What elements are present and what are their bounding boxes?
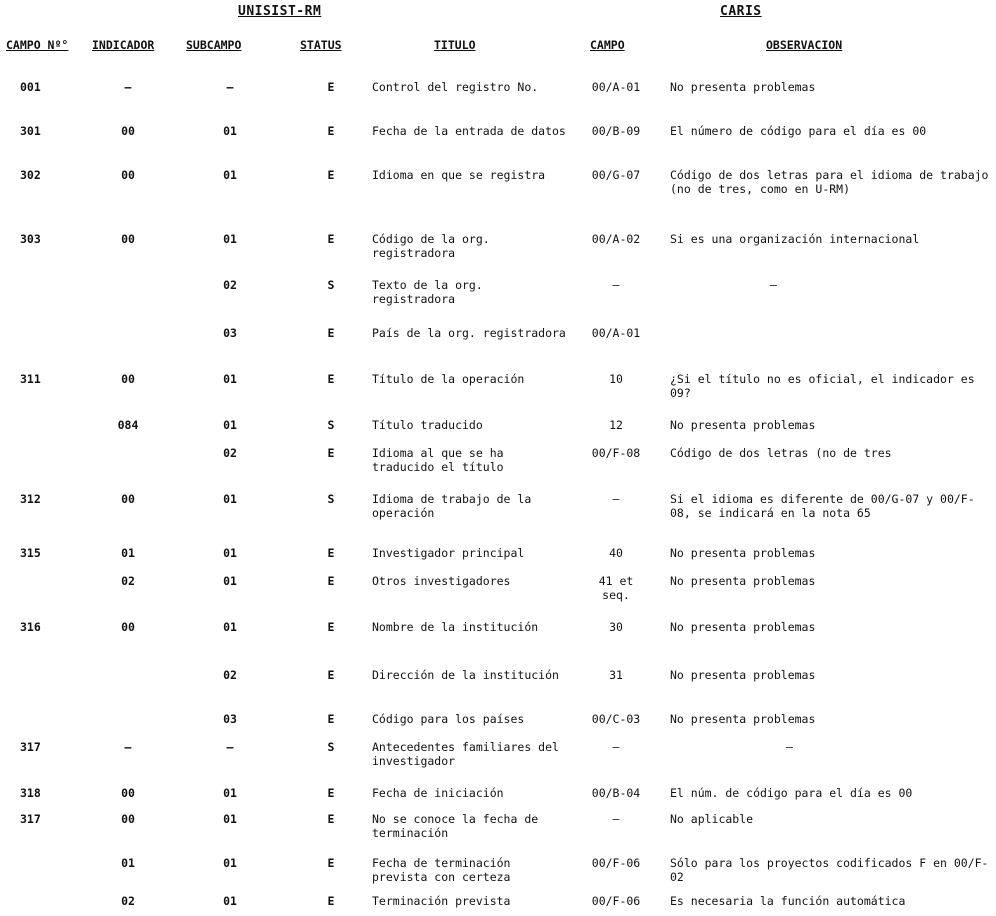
cell-observacion: No presenta problemas (670, 418, 816, 432)
header-campo-caris: CAMPO (590, 38, 625, 52)
cell-observacion: No presenta problemas (670, 712, 816, 726)
cell-observacion: No presenta problemas (670, 80, 816, 94)
cell-subcampo: 01 (223, 786, 237, 800)
cell-observacion: El núm. de código para el día es 00 (670, 786, 913, 800)
cell-status: S (327, 278, 335, 292)
cell-indicador: 01 (121, 546, 135, 560)
cell-status: E (327, 80, 335, 94)
cell-subcampo: 01 (223, 232, 237, 246)
cell-titulo: Texto de la org. registradora (372, 278, 483, 306)
cell-status: E (327, 786, 335, 800)
cell-campo-caris: 10 (609, 372, 623, 386)
cell-subcampo: 01 (223, 856, 237, 870)
cell-subcampo: 01 (223, 124, 237, 138)
cell-campo: 001 (20, 80, 41, 94)
cell-status: E (327, 232, 335, 246)
cell-observacion: No presenta problemas (670, 574, 816, 588)
cell-campo: 311 (20, 372, 41, 386)
cell-campo-caris: 40 (609, 546, 623, 560)
cell-status: E (327, 894, 335, 908)
cell-observacion: No aplicable (670, 812, 754, 826)
cell-observacion: Código de dos letras para el idioma de trabajo (no de tres, como en U-RM) (670, 168, 989, 196)
cell-titulo: Fecha de iniciación (372, 786, 504, 800)
cell-status: E (327, 668, 335, 682)
cell-indicador: 00 (121, 168, 135, 182)
cell-campo-caris: 00/G-07 (591, 168, 641, 182)
cell-subcampo: 01 (223, 812, 237, 826)
header-titulo: TITULO (434, 38, 476, 52)
cell-campo: 303 (20, 232, 41, 246)
cell-titulo: Idioma al que se ha traducido el título (372, 446, 504, 474)
cell-subcampo: 01 (223, 546, 237, 560)
cell-observacion: Código de dos letras (no de tres (670, 446, 892, 460)
cell-campo: 302 (20, 168, 41, 182)
cell-indicador: 01 (121, 856, 135, 870)
cell-titulo: Idioma de trabajo de la operación (372, 492, 532, 520)
cell-subcampo: 01 (223, 168, 237, 182)
header-status: STATUS (300, 38, 342, 52)
cell-campo-caris: 00/F-06 (591, 894, 641, 908)
header-subcampo: SUBCAMPO (186, 38, 242, 52)
header-observacion: OBSERVACION (766, 38, 843, 52)
cell-indicador: — (124, 740, 132, 754)
cell-indicador: 02 (121, 574, 135, 588)
cell-indicador: 00 (121, 232, 135, 246)
cell-status: E (327, 168, 335, 182)
cell-status: S (327, 740, 335, 754)
cell-observacion: No presenta problemas (670, 668, 816, 682)
cell-campo: 312 (20, 492, 41, 506)
cell-status: E (327, 326, 335, 340)
cell-subcampo: 03 (223, 326, 237, 340)
cell-campo-caris: 00/B-09 (591, 124, 641, 138)
cell-status: E (327, 712, 335, 726)
header-indicador: INDICADOR (92, 38, 155, 52)
cell-titulo: Título traducido (372, 418, 483, 432)
cell-campo-caris: 31 (609, 668, 623, 682)
cell-indicador: 00 (121, 492, 135, 506)
cell-status: E (327, 856, 335, 870)
cell-campo: 318 (20, 786, 41, 800)
cell-observacion: Si el idioma es diferente de 00/G-07 y 00/F-08, se indicará en la nota 65 (670, 492, 975, 520)
cell-campo-caris: 00/F-06 (591, 856, 641, 870)
cell-status: E (327, 546, 335, 560)
cell-observacion: Sólo para los proyectos codificados F en 00/F-02 (670, 856, 989, 884)
cell-subcampo: 01 (223, 492, 237, 506)
cell-indicador: 02 (121, 894, 135, 908)
cell-indicador: 084 (117, 418, 139, 432)
cell-observacion: Es necesaria la función automática (670, 894, 906, 908)
cell-subcampo: 02 (223, 446, 237, 460)
cell-campo: 315 (20, 546, 41, 560)
cell-campo: 301 (20, 124, 41, 138)
cell-observacion: — (786, 740, 793, 754)
cell-observacion: Si es una organización internacional (670, 232, 920, 246)
cell-subcampo: — (226, 80, 234, 94)
cell-titulo: Código para los países (372, 712, 525, 726)
cell-campo-caris: — (612, 812, 620, 826)
header-campo: CAMPO Nº° (6, 38, 69, 52)
cell-indicador: 00 (121, 620, 135, 634)
cell-titulo: No se conoce la fecha de terminación (372, 812, 539, 840)
group-title-unisist: UNISIST-RM (238, 4, 322, 19)
cell-titulo: Nombre de la institución (372, 620, 539, 634)
cell-titulo: Otros investigadores (372, 574, 511, 588)
cell-campo-caris: 00/A-02 (591, 232, 641, 246)
cell-indicador: 00 (121, 786, 135, 800)
cell-observacion: No presenta problemas (670, 620, 816, 634)
cell-campo-caris: 12 (609, 418, 623, 432)
cell-observacion: No presenta problemas (670, 546, 816, 560)
cell-observacion: El número de código para el día es 00 (670, 124, 927, 138)
cell-status: E (327, 812, 335, 826)
cell-subcampo: 02 (223, 668, 237, 682)
cell-subcampo: 01 (223, 894, 237, 908)
cell-titulo: Terminación prevista (372, 894, 511, 908)
cell-subcampo: 03 (223, 712, 237, 726)
cell-campo-caris: 00/C-03 (591, 712, 641, 726)
cell-observacion: — (770, 278, 777, 292)
cell-campo-caris: 41 et seq. (598, 574, 634, 602)
cell-titulo: Antecedentes familiares del investigador (372, 740, 559, 768)
cell-titulo: País de la org. registradora (372, 326, 566, 340)
cell-status: E (327, 620, 335, 634)
cell-indicador: 00 (121, 124, 135, 138)
cell-titulo: Título de la operación (372, 372, 525, 386)
cell-campo-caris: 30 (609, 620, 623, 634)
cell-subcampo: 01 (223, 372, 237, 386)
cell-subcampo: 01 (223, 418, 237, 432)
cell-subcampo: 01 (223, 574, 237, 588)
cell-titulo: Dirección de la institución (372, 668, 559, 682)
cell-campo-caris: — (612, 278, 620, 292)
cell-indicador: 00 (121, 372, 135, 386)
cell-campo: 316 (20, 620, 41, 634)
cell-indicador: — (124, 80, 132, 94)
cell-subcampo: — (226, 740, 234, 754)
cell-indicador: 00 (121, 812, 135, 826)
cell-titulo: Fecha de terminación prevista con certeza (372, 856, 511, 884)
cell-titulo: Fecha de la entrada de datos (372, 124, 566, 138)
cell-status: E (327, 372, 335, 386)
cell-titulo: Investigador principal (372, 546, 525, 560)
group-title-caris: CARIS (720, 4, 762, 19)
cell-titulo: Control del registro No. (372, 80, 539, 94)
cell-subcampo: 01 (223, 620, 237, 634)
cell-campo-caris: 00/A-01 (591, 326, 641, 340)
cell-campo-caris: 00/A-01 (591, 80, 641, 94)
cell-status: S (327, 418, 335, 432)
cell-campo: 317 (20, 740, 41, 754)
cell-titulo: Código de la org. registradora (372, 232, 490, 260)
cell-campo-caris: — (612, 740, 620, 754)
cell-status: E (327, 446, 335, 460)
cell-status: E (327, 574, 335, 588)
cell-subcampo: 02 (223, 278, 237, 292)
cell-observacion: ¿Si el título no es oficial, el indicador es 09? (670, 372, 975, 400)
cell-status: E (327, 124, 335, 138)
cell-titulo: Idioma en que se registra (372, 168, 546, 182)
cell-campo-caris: — (612, 492, 620, 506)
cell-campo-caris: 00/B-04 (591, 786, 641, 800)
cell-campo: 317 (20, 812, 41, 826)
cell-campo-caris: 00/F-08 (591, 446, 641, 460)
cell-status: S (327, 492, 335, 506)
